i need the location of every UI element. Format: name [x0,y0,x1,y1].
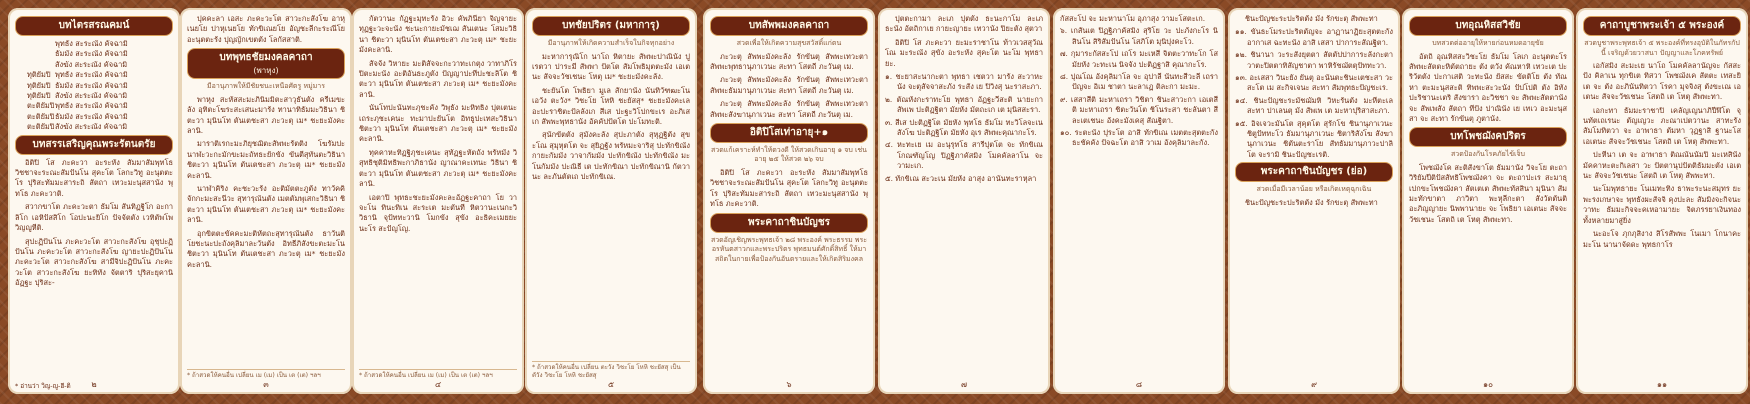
section-heading-subtext: (พาหุง) [253,66,279,76]
section-heading [1583,16,1741,36]
booklet-page [878,8,1050,394]
section-subtitle: สวดป้องกันโรคภัยไข้เจ็บ [1451,150,1525,159]
booklet-page [1402,8,1574,394]
page-number: ๑๐ [1483,379,1493,389]
paragraph: กัตวานะ กัฏฐะมุทะรัง อิวะ คัพภินียา จิญจายะ ทุฏฐะวะจะนัง ชะนะกายะมัชเฌ สันเตนะ โสมะวิธินา ชิตะวา มุนินโท ตันเตชะสา ภะวะตุ เม* ชะยะมังคะลานิ. [359,14,517,55]
paragraph: เอตาปิ พุทธะชะยะมังคะละอัฏฐะคาถา โย วาจะโน ทินะทิเน สะระเต มะตันที หิตวานะเนกะวิวิธานิ จุปัททะวานิ โมกขัง สุขัง อะธิคะเมยยะ นะโร สะปัญโญ. [359,192,517,233]
paragraph: สุนักขัตตัง สุมังคะลัง สุปะภาตัง สุหุฏฐิตัง สุขะโณ สุมุหุตโต จะ สุยิฏฐัง พรัหมะจาริสุ ปะทักขิณัง กายะกัมมัง วาจากัมมัง ปะทักขิณัง ปะทักขิณัง มะโนกัมมัง ปะณิธี เต ปะทักขิณา ปะทักขิณานิ กัตวานะ ละภันตัตเถ ปะทักขิเณ. [532,130,690,181]
section-heading-text: พระคาถาชินบัญชร (ย่อ) [1260,166,1368,178]
verse-prefix [27,60,55,70]
verse-text: สังฆัง สะระณัง คัจฉามิ [55,91,128,101]
paragraph: โพชฌังโค สะติสังขาโต ธัมมานัง วิจะโย ตะถา วิริยัมปีติปัสสัทธิโพชฌังคา จะ ตะถาปะเร สะมาธุเปกขะโพชฌังคา สัตเตเต สัพพะทัสสินา มุนินา สัมมะทักขาตา ภาวิตา พะหุลีกะตา สังวัตตันติ อะภิญญายะ นิพพานายะ จะ โพธิยา เอเตนะ สัจจะวัชเชนะ โสตถิ เต โหตุ สัพพะทา. [1409,162,1567,224]
verse-text: พุทธัง สะระณัง คัจฉามิ [55,101,128,111]
page-number: ๒ [91,379,97,389]
numbered-verse: ๘. ปุณโณ อังคุลิมาโล จะ อุปาลี นันทะสีวะลี เถรา ปัญจะ อิเม ชาตา นะลาเฏ ติละกา มะมะ. [1060,72,1218,92]
paragraph: ทุคคาหะทิฏฐิภุชะเคนะ สุทัฏฐะหัตถัง พรัหมัง วิสุทธิชุติมิทธิพะกาภิธานัง ญาณาคะเทนะ วิธินา ชิตะวา มุนินโท ตันเตชะสา ภะวะตุ เม* ชะยะมังคะลานิ. [359,147,517,189]
booklet-page [352,8,524,394]
section-heading: พระคาถาชินบัญชร [710,213,868,233]
section-heading [532,16,690,36]
verse-prefix: ทุติยัมปิ [27,91,51,101]
intro-paragraph: ปุคคะลา เอสะ ภะคะวะโต สาวะกะสังโฆ อาหุเนยโย ปาหุเนยโย ทักขิเณยโย อัญชะลีกะระณีโย อะนุตตะรัง ปุญญักเขตตัง โลกัสสาติ. [187,14,345,44]
booklet-page [1053,8,1225,394]
verse-prefix [27,39,55,49]
booklet-page [1228,8,1400,394]
paragraph: นาฬาคิริง คะชะวะรัง อะติมัตตะภูตัง ทาวัคคิจักกะมะสะนีวะ สุทารุณันตัง เมตตัมพุเสกะวิธินา ชิตะวา มุนินโท ตันเตชะสา ภะวะตุ เม* ชะยะมังคะลานิ. [187,183,345,225]
section-heading-text: บทอุณหิสสวิชัย [1455,20,1521,31]
numbered-verse: กัสสะโป จะ มะหานาโม อุภาสุง วามะโสตะเก. [1060,14,1206,23]
paragraph: ภะวะตุ สัพพะมังคะลัง รักขันตุ สัพพะเทวะตา สัพพะธัมมานุภาเวนะ สะทา โสตถี ภะวันตุ เม. [710,75,868,95]
numbered-verse: ๑๐. ระตะนัง ปุระโต อาสิ ทักขิเณ เมตตะสุตตะกัง ธะชัคคัง ปัจฉะโต อาสิ วาเม อังคุลิมาละกัง. [1060,128,1218,148]
section-subtitle: สวดแก้เคราะห์ทำให้ดวงดี ให้สวดเกินอายุ ๑ จบ เช่น อายุ ๒๕ ให้สวด ๒๖ จบ [711,145,867,164]
paragraph: อัตถิ อุณหิสสะวิชะโย ธัมโม โลเก อะนุตตะโร สัพพะสัตตะหิตัตถายะ ตัง ตวัง คัณหาหิ เทวะเต ปะริวัตตัง ปะกาเสติ วะทะนัง ยัสสะ ขัตติโย ตัง ทัณหา ตะมะนุสสะติ ทิพพะสะวะนัง ปัปโปติ ตัง อิทัง ปะริชานะเตริ สังขารา อะวิชชา จะ สัพพะสัตตานัง จะ สัพเพสัง สัตถา ทีปัง ปาณินัง เย เทเว อะมะนุสสา จะ สะทา รักขันตุ ภูตานัง. [1409,51,1567,123]
page-number: ๖ [786,379,792,389]
verse-line [15,112,173,122]
section-heading: บทโพชฌังคปริตร [1409,127,1567,147]
paragraph: อุกขิตตะขัคคะมะติหัตถะสุทารุณันตัง ธาวันติโยชะนะปะถังคุลิมาละวันตัง อิทธีภิสังขะตะมะโน ชิตะวา มุนินโท ตันเตชะสา ภะวะตุ เม* ชะยะมังคะลานิ. [187,228,345,269]
verse-text: สังฆัง สะระณัง คัจฉามิ [55,59,128,69]
verse-prefix: ตะติยัมปิ [27,101,55,111]
numbered-verse: ๒. ตัณหังกะราทะโย พุทธา อัฏฐะวีสะติ นายะกา สัพเพ ปะติฏฐิตา มัยหัง มัตถะเก เต มุนิสสะรา. [885,94,1043,115]
verse-text: สังฆัง สะระณัง คัจฉามิ [55,122,128,132]
booklet-page [8,8,180,394]
footnote: * ถ้าสวดให้คนอื่น เปลี่ยน เม (เม) เป็น เต (เต) ฯลฯ [359,369,517,380]
section-subtitle: มีอานุภาพให้เกิดความสำเร็จในกิจทุกอย่าง [547,39,675,47]
section-heading: อิติปิโสเท่าอายุ+๑ [710,123,868,143]
paragraph: ภะวะตุ สัพพะมังคะลัง รักขันตุ สัพพะเทวะตา สัพพะสังฆานุภาเวนะ สะทา โสตถี ภะวันตุ เม. [710,99,868,119]
numbered-verse: ๕. ทักขิเณ สะวะเน มัยหัง อาสุง อานันทะราหุลา [885,173,1037,183]
paragraph: นะโมพุทธายะ โนเมทะทิง ธาพะระนะสมุทร ยะพะรงเกษาจะ พุทธังผะสัจจิ คุงปะละ สัมมิงจะกิจนะวาทะ ธัมมะกิจจะคเหอามายะ จิตภรรยาเงินทองทั้งหลายมาสู่ยิ่ง [1583,184,1741,225]
verse-prefix: ทุติยัมปิ [27,80,51,90]
paragraph: อิติปิ โส ภะคะวา อะระหัง สัมมาสัมพุทโธ วิชชาจะระณะสัมปันโน สุคะโต โลกะวิทู อะนุตตะโร ปุริสะทัมมะสาระถิ สัตถา เทวะมะนุสสานัง พุทโธ ภะคะวาติ. [15,157,173,198]
verse-text: พุทธัง สะระณัง คัจฉามิ [55,39,128,48]
paragraph: นันโทปะนันทะภุชะคัง วิพุธัง มะหิทธิง ปุตเตนะ เถระภุชะเคนะ ทะมาปะยันโต อิทธูปะเทสะวิธินา ชิตะวา มุนินโท ตันเตชะสา ภะวะตุ เม* ชะยะมังคะลานิ. [359,103,517,144]
verse-text: ธัมมัง สะระณัง คัจฉามิ [55,111,128,121]
verse-text: ธัมมัง สะระณัง คัจฉามิ [55,49,128,59]
paragraph: ภะวะตุ สัพพะมังคะลัง รักขันตุ สัพพะเทวะตา สัพพะพุทธานุภาเวนะ สะทา โสตถี ภะวันตุ เม. [710,51,868,71]
page-number: ๙ [1311,379,1317,389]
verse-prefix: ทุติยัมปิ [27,70,51,80]
verse-prefix: ตะติยัมปิ [27,122,55,132]
paragraph: พาหุง สะหัสสะมะภินิมมิตะสาวุธันตัง ครีเมขะลัง อุทิตะโฆระสะเสนะมารัง ทานาทิธัมมะวิธินา ชิตะวา มุนินโท ตันเตชะสา ภะวะตุ เม* ชะยะมังคะลานิ. [187,94,345,135]
section-heading [187,48,345,79]
booklet-page [703,8,875,394]
paragraph: ชะยันโต โพธิยา มูเล สักยานัง นันทิวัฑฒะโน เอวัง ตะวัง* วิชะโย โหหิ ชะยัสสุ* ชะยะมังคะเล อะปะราชิตะปัลลังเก สีเส ปะฐะวิโปกขะเร อะภิเสเก สัพพะพุทธานัง อัคคัปปัตโต ปะโมทะติ. [532,85,690,126]
paragraph: เอกัสมิง สะมะเย นาโถ โมคคัลลานัญจะ กัสสะปัง คิลาเน ทุกขิเต ทิสวา โพชฌังเค สัตตะ เทสะยิ เต จะ ตัง อะภินันทิตวา โรคา มุจจิงสุ ตังขะเณ เอเตนะ สัจจะวัชเชนะ โสตถิ เต โหตุ สัพพะทา. [1583,61,1741,102]
intro-paragraph: อิติปิ โส ภะคะวา ยะมะราชาโน ท้าวเวสสุวัณโณ มะระณัง สุขัง อะระหัง สุคะโต นะโม พุทธายะ. [885,37,1043,68]
numbered-verse: ๓. สีเส ปะติฏฐิโต มัยหัง พุทโธ ธัมโม ทะวิโลจะเน สังโฆ ปะติฏฐิโต มัยหัง อุเร สัพพะคุณากะโร. [885,117,1043,138]
section-heading [1409,16,1567,36]
page-number: ๔ [434,379,442,389]
verse-line [15,101,173,111]
intro-paragraph: ชินะปัญชะระปะริตตัง มัง รักขะตุ สัพพะทา [1245,14,1378,23]
numbered-verse: ๑. ชะยาสะนากะตา พุทธา เชตวา มารัง สะวาหะนัง จะตุสัจจาสะภัง ระสัง เย ปิวิงสุ นะราสะภา. [885,72,1043,92]
section-heading [1235,162,1393,182]
section-subtitle: สวดบูชาพระพุทธเจ้า ๕ พระองค์ที่ทรงอุบัติในภัทรกัปนี้ เจริญด้วยวาสนา ปัญญาและโภคทรัพย์ [1584,39,1740,57]
verse-line [15,122,173,132]
paragraph: สุปะฏิปันโน ภะคะวะโต สาวะกะสังโฆ อุชุปะฏิปันโน ภะคะวะโต สาวะกะสังโฆ ญายะปะฏิปันโน ภะคะวะโต สาวะกะสังโฆ สามีจิปะฏิปันโน ภะคะวะโต สาวะกะสังโฆ ยะทิทัง จัตตาริ ปุริสะยุคานิ อัฏฐะ ปุริสะ- [15,236,173,288]
verse-line [15,49,173,59]
section-subtitle: มีอานุภาพให้มีชัยชนะเหนือศัตรู หมู่มาร [207,82,325,91]
page-number: ๑๑ [1656,379,1668,389]
section-heading-text: บทสัพพมงคลคาถา [748,20,830,31]
page-number: ๘ [1135,379,1143,389]
numbered-verse: ๖. เกสันเต ปิฏฐิภาคัสมิง สุริโย วะ ปะภังกะโร นิสินโน สิริสัมปันโน โสภิโต มุนิปุงคะโว. [1060,26,1218,46]
numbered-verse: ๗. กุมาระกัสสะโป เถโร มะเหสี จิตตะวาทะโก โส มัยหัง วะทะเน นิจจัง ปะติฏฐาสิ คุณากะโร. [1060,49,1218,69]
booklet-page [1576,8,1748,394]
numbered-verse: ๑๔. ชินะปัญชะระมัชฌัมหิ วิหะรันตัง มะหีตะเล สะทา ปาเลนตุ มัง สัพเพ เต มะหาปุริสาสะภา. [1235,95,1393,116]
verse-line [15,70,173,80]
paragraph: นะอะโจ ภุกภุสิงาง สิโรสัพพะ โนเมา โกนาคะมะโน นานาจัดดะ พุทธกาโร [1583,229,1741,249]
paragraph: สัจจัง วิหายะ มะติสัจจะกะวาทะเกตุง วาทาภิโรปิตะมะนัง อะติอันธะภูตัง ปัญญาปะทีปะชะลิโต ชิตะวา มุนินโท ตันเตชะสา ภะวะตุ เม* ชะยะมังคะลานิ. [359,58,517,99]
booklet-page [525,8,697,394]
footnote: * ถ้าสวดให้คนอื่น เปลี่ยน เม (เม) เป็น เต (เต) ฯลฯ [187,369,345,380]
verse-text: พุทธัง สะระณัง คัจฉามิ [55,70,128,80]
intro-paragraph: ปุตตะกามา ละเภ ปุตตัง ธะนะกาโม ละเภ ธะนัง อัตถิกาเย กายะญายะ เทวานัง ปิยะตัง สุตวา [885,14,1043,34]
section-heading-text: บทพุทธชัยมงคลคาถา [219,52,313,64]
verse-line [15,39,173,49]
numbered-verse: ๑๒. ชินานา วะระสังยุตตา สัตตัปปาการะลังกะตา วาตะปิตตาทิสัญชาตา พาหิรัชฌัตตุปัททะวา. [1235,50,1393,70]
verse-prefix: ตะติยัมปิ [27,111,55,121]
verse-text: ธัมมัง สะระณัง คัจฉามิ [55,80,128,90]
numbered-verse: ๑๑. ขันธะโมระปะริตตัญจะ อาฏานาฏิยะสุตตะกัง อากาเส ฉะทะนัง อาสิ เสสา ปาการะสัณฐิตา. [1235,27,1393,47]
paragraph: มาราติเรกะมะภิยุชฌิตะสัพพะรัตติง โฆรัมปะนาฬะวะกะมักขะมะถัทธะยักขัง ขันตีสุทันตะวิธินา ชิตะวา มุนินโท ตันเตชะสา ภะวะตุ เม* ชะยะมังคะลานิ. [187,139,345,180]
paragraph: มะหาการุณิโก นาโถ หิตายะ สัพพะปาณินัง ปูเรตวา ปาระมี สัพพา ปัตโต สัมโพธิมุตตะมัง เอเตนะ สัจจะวัชเชนะ โหตุ เม* ชะยะมังคะลัง. [532,51,690,82]
footnote: * อ่านว่า วิญ-ญู-ฮี-ติ [15,381,71,390]
section-subtitle: บทสวดต่ออายุให้หายก่อนหมดอายุขัย [1432,39,1544,47]
numbered-verse: ๔. หะทะเย เม อะนุรุทโธ สารีปุตโต จะ ทักขิเณ โกณฑัญโญ ปิฏฐิภาคัสมิง โมคคัลลาโน จะ วามะเก. [885,140,1043,171]
section-heading-text: คาถาบูชาพระเจ้า ๕ พระองค์ [1599,20,1725,31]
verse-prefix [27,49,55,59]
section-heading-text: บทชัยปริตร (มหาการุ) [562,20,660,31]
section-heading [15,16,173,36]
paragraph: สวากขาโต ภะคะวะตา ธัมโม สันทิฏฐิโก อะกาลิโก เอหิปัสสิโก โอปะนะยิโก ปัจจัตตัง เวทิตัพโพ วิญญูหีติ. [15,202,173,233]
section-heading: บทสรรเสริญคุณพระรัตนตรัย [15,135,173,155]
footnote: * ถ้าสวดให้คนอื่น เปลี่ยน ตะวัง วิชะโย โหหิ ชะยัสสุ เป็น ตัวัง วิชะโย โหหิ ชะยัสสุ [532,361,690,380]
verse-line [15,60,173,70]
numbered-verse: ๑๓. อะเสสา วินะยัง ยันตุ อะนันตะชินะเตชะสา วะสะโต เม สะกิจเจนะ สะทา สัมพุทธะปัญชะเร. [1235,73,1393,93]
paragraph: อิติปิ โส ภะคะวา อะระหัง สัมมาสัมพุทโธ วิชชาจะระณะสัมปันโน สุคะโต โลกะวิทู อะนุตตะโร ปุริสะทัมมะสาระถิ สัตถา เทวะมะนุสสานัง พุทโธ ภะคะวาติ. [710,167,868,209]
section-subtitle: สวดเมื่อมีเวลาน้อย หรือเกิดเหตุฉุกเฉิน [1256,185,1372,194]
page-number: ๓ [263,379,269,389]
section-heading-text: บทไตรสรณคมน์ [58,20,130,31]
numbered-verse: ๑๕. อิจเจวะมันโต สุคุตโต สุรักโข ชินานุภาเวนะ ชิตูปัททะโว ธัมมานุภาเวนะ ชิตาริสังโฆ สังฆานุภาเวนะ ชิตันตะราโย สัทธัมมานุภาวะปาลิโต จะรามิ ชินะปัญชะเรติ. [1235,118,1393,159]
paragraph: ชินะปัญชะระปะริตตัง มัง รักขะตุ สัพพะทา [1245,197,1378,207]
section-heading [710,16,868,36]
page-number: ๕ [607,379,615,389]
paragraph: ปะหีนา เต จะ อาพาธา ติณณันนัมปิ มะเหสินัง มัคคาหะตะกิเลสา วะ ปัตตานุปปัตติธัมมะตัง เอเตนะ สัจจะวัชเชนะ โสตถิ เต โหตุ สัพพะทา. [1583,150,1741,181]
verse-line [15,91,173,101]
booklet-page [180,8,352,394]
paragraph: เอกะทา ธัมมะราชาปิ เคลัญเญนาภิปีฬิโต จุนทัตเถเรนะ ตัญเญวะ ภะณาเปตวานะ สาทะรัง สัมโมทิตวา จะ อาพาธา ตัมหา วุฏฐาสิ ฐานะโส เอเตนะ สัจจะวัชเชนะ โสตถิ เต โหตุ สัพพะทา. [1583,105,1741,146]
section-subtitle: สวดอัญเชิญพระพุทธเจ้า ๒๘ พระองค์ พระธรรม พระอรหันตสาวกและพระปริตร พุทธมนต์ศักดิ์สิทธิ์ ให้มาสถิตในกายเพื่อป้องกันอันตรายและให้เกิดสิริมงคล [710,235,868,263]
verse-line [15,81,173,91]
numbered-verse: ๙. เสสาสีติ มะหาเถรา วิชิตา ชินะสาวะกา เอเตสีติ มะหาเถรา ชิตะวันโต ชิโนระสา ชะลันตา สีละเตเชนะ อังคะมังเคสุ สัณฐิตา. [1060,94,1218,125]
page-number: ๗ [960,379,967,389]
section-subtitle: สวดเพื่อให้เกิดความสุขสวัสดิ์แก่ตน [736,39,842,47]
